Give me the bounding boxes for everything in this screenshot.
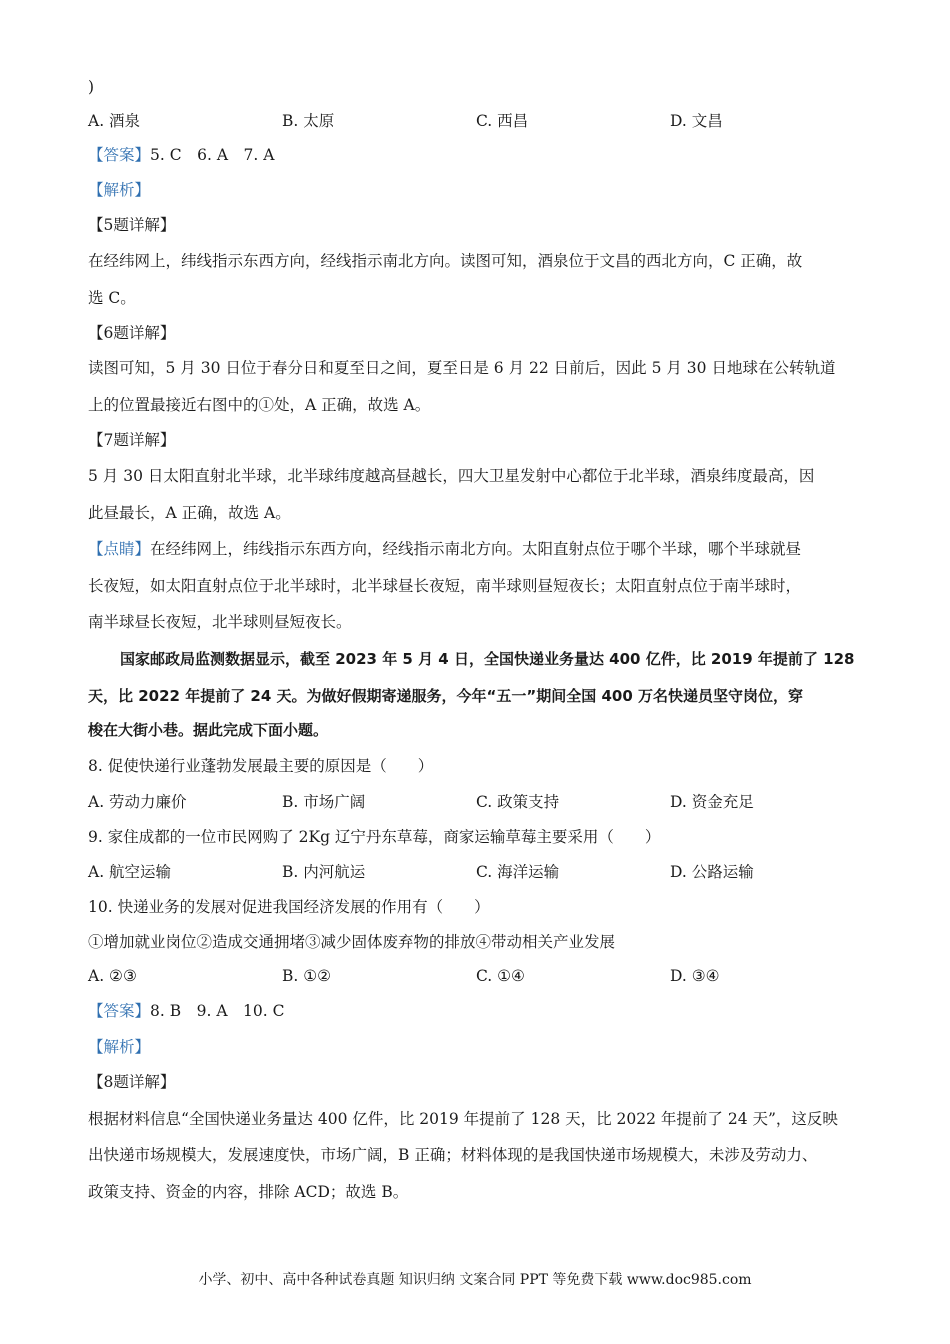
option-b: B. 太原 bbox=[282, 112, 335, 130]
text-line: 出快递市场规模大，发展速度快，市场广阔，B 正确；材料体现的是我国快递市场规模大，未涉及劳动力、 bbox=[88, 1146, 818, 1164]
detail-title: 【8题详解】 bbox=[88, 1073, 176, 1091]
option-a: A. 劳动力廉价 bbox=[88, 793, 187, 811]
option-b: B. ①② bbox=[282, 967, 332, 985]
text-line: 政策支持、资金的内容，排除 ACD；故选 B。 bbox=[88, 1183, 409, 1201]
detail-title: 【7题详解】 bbox=[88, 431, 176, 449]
text-line: 根据材料信息“全国快递业务量达 400 亿件，比 2019 年提前了 128 天，比 2022 年提前了 24 天”，这反映 bbox=[88, 1110, 838, 1128]
detail-title: 【6题详解】 bbox=[88, 324, 176, 342]
text-line: 上的位置最接近右图中的①处，A 正确，故选 A。 bbox=[88, 396, 431, 414]
question-10-items: ①增加就业岗位②造成交通拥堵③减少固体废弃物的排放④带动相关产业发展 bbox=[88, 933, 616, 951]
answer-text: 5. C 6. A 7. A bbox=[150, 146, 275, 164]
text-line: 此昼最长，A 正确，故选 A。 bbox=[88, 504, 291, 522]
text-line: 在经纬网上，纬线指示东西方向，经线指示南北方向。读图可知，酒泉位于文昌的西北方向，C 正确，故 bbox=[88, 252, 803, 270]
text-line: 南半球昼长夜短，北半球则昼短夜长。 bbox=[88, 613, 352, 631]
option-c: C. 西昌 bbox=[476, 112, 529, 130]
tip-line: 【点睛】在经纬网上，纬线指示东西方向，经线指示南北方向。太阳直射点位于哪个半球，哪个半球就昼 bbox=[88, 540, 802, 558]
option-c: C. 政策支持 bbox=[476, 793, 560, 811]
answer-line: 【答案】5. C 6. A 7. A bbox=[88, 146, 275, 164]
material-text: 天，比 2022 年提前了 24 天。为做好假期寄递服务，今年“五一”期间全国 400 万名快递员坚守岗位，穿 bbox=[88, 687, 803, 705]
question-8: 8. 促使快递行业蓬勃发展最主要的原因是（ ） bbox=[88, 757, 434, 775]
option-d: D. 文昌 bbox=[670, 112, 723, 130]
option-c: C. 海洋运输 bbox=[476, 863, 560, 881]
option-a: A. 航空运输 bbox=[88, 863, 172, 881]
option-a: A. ②③ bbox=[88, 967, 137, 985]
option-b: B. 市场广阔 bbox=[282, 793, 366, 811]
explanation-label: 【解析】 bbox=[88, 1038, 151, 1056]
detail-title: 【5题详解】 bbox=[88, 216, 176, 234]
material-text: 国家邮政局监测数据显示，截至 2023 年 5 月 4 日，全国快递业务量达 400 亿件，比 2019 年提前了 128 bbox=[120, 650, 855, 668]
option-a: A. 酒泉 bbox=[88, 112, 141, 130]
answer-label: 答案 bbox=[103, 146, 135, 164]
text-line: ) bbox=[88, 78, 95, 96]
explanation-label: 【解析】 bbox=[88, 181, 151, 199]
page-footer: 小学、初中、高中各种试卷真题 知识归纳 文案合同 PPT 等免费下载 www.doc985.com bbox=[198, 1272, 752, 1288]
option-b: B. 内河航运 bbox=[282, 863, 366, 881]
question-9: 9. 家住成都的一位市民网购了 2Kg 辽宁丹东草莓，商家运输草莓主要采用（ ） bbox=[88, 828, 661, 846]
option-d: D. 公路运输 bbox=[670, 863, 754, 881]
answer-line: 【答案】8. B 9. A 10. C bbox=[88, 1002, 285, 1020]
text-line: 长夜短，如太阳直射点位于北半球时，北半球昼长夜短，南半球则昼短夜长；太阳直射点位于南半球时， bbox=[88, 577, 802, 595]
text-line: 读图可知，5 月 30 日位于春分日和夏至日之间，夏至日是 6 月 22 日前后，因此 5 月 30 日地球在公转轨道 bbox=[88, 359, 836, 377]
text-line: 选 C。 bbox=[88, 289, 136, 307]
text-line: 5 月 30 日太阳直射北半球，北半球纬度越高昼越长，四大卫星发射中心都位于北半球，酒泉纬度最高，因 bbox=[88, 467, 815, 485]
option-d: D. 资金充足 bbox=[670, 793, 754, 811]
option-d: D. ③④ bbox=[670, 967, 720, 985]
material-text: 梭在大街小巷。据此完成下面小题。 bbox=[88, 721, 329, 739]
option-c: C. ①④ bbox=[476, 967, 525, 985]
question-10: 10. 快递业务的发展对促进我国经济发展的作用有（ ） bbox=[88, 898, 490, 916]
